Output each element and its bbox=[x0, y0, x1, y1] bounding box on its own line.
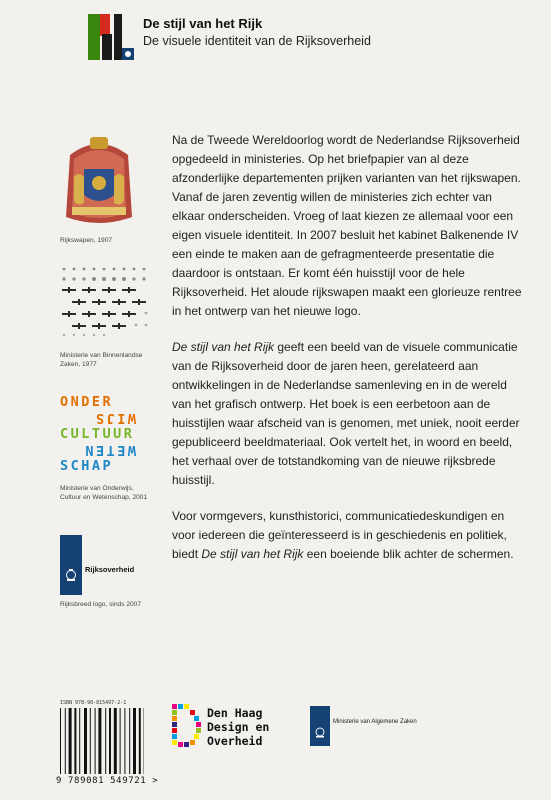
book-subtitle: De visuele identiteit van de Rijksoverheid bbox=[143, 34, 371, 48]
rijksoverheid-logo bbox=[60, 535, 145, 595]
paragraph-3: Voor vormgevers, kunsthistorici, communicatiedeskundigen en voor iedereen die geïnteresseerd is in geschiedenis en politiek, biedt De stijl van het Rijk een boeiende blik achter de schermen. bbox=[172, 509, 514, 561]
nl-logo-icon bbox=[88, 14, 134, 60]
den-haag-text: Den Haag Design en Overheid bbox=[207, 706, 270, 748]
ocw-row-4: WETEN bbox=[82, 442, 136, 458]
ocw-row-1: ONDER bbox=[60, 394, 114, 410]
paragraph-1: Na de Tweede Wereldoorlog wordt de Nederlandse Rijksoverheid opgedeeld in ministeries. Op het briefpapier van al deze afzonderlijke departementen prijken varianten van het rijkswapen. Vanaf de jaren zeventig willen de ministeries zich echter van elkaar onderscheiden. Vroeg of laat kiezen ze allemaal voor een eigen visuele identiteit. In 2007 besluit het kabinet Balkenende IV een einde te maken aan de gefragmenteerde presentatie die daardoor is ontstaan. Er komt één huisstijl voor de hele Rijksoverheid. Het aloude rijkswapen maakt een glorieuze rentree in het ontwerp van het nieuwe logo. bbox=[172, 133, 522, 318]
isbn-digits: 9 789081 549721 > bbox=[56, 776, 159, 786]
barcode-icon bbox=[58, 700, 144, 780]
caption-rijks: Rijksbreed logo, sinds 2007 bbox=[60, 601, 142, 608]
caption-binnenlandse-zaken: Ministerie van Binnenlandse Zaken, 1977 bbox=[60, 352, 143, 368]
isbn-small: ISBN 978-90-815497-2-1 bbox=[60, 700, 127, 706]
binnenlandse-zaken-logo-icon bbox=[60, 265, 156, 341]
rijkswapen-crest-icon bbox=[60, 133, 138, 231]
ocw-row-3: CULTUUR bbox=[60, 426, 135, 442]
paragraph-2: De stijl van het Rijk geeft een beeld van de visuele communicatie van de Rijksoverheid door de jaren heen, gerelateerd aan ontwikkelingen in de Nederlandse samenleving en in de wereld van het grafisch ontwerp. Het boek is een eerbetoon aan de huisstijlen waar afscheid van is genomen, met uniek, nooit eerder gepubliceerd beeldmateriaal. Ook vertelt het, in woord en beeld, het verhaal over de totstandkoming van de nieuwe rijksbrede huisstijl. bbox=[172, 340, 520, 487]
main-text bbox=[172, 131, 526, 581]
book-title: De stijl van het Rijk bbox=[143, 16, 263, 31]
caption-crest: Rijkswapen, 1907 bbox=[60, 237, 113, 244]
header bbox=[143, 16, 371, 50]
algemene-zaken-label: Ministerie van Algemene Zaken bbox=[333, 719, 417, 725]
den-haag-logo-icon bbox=[172, 704, 202, 748]
ocw-logo bbox=[60, 394, 160, 474]
algemene-zaken-logo-icon bbox=[310, 706, 330, 746]
caption-ocw: Ministerie van Onderwijs, Cultuur en Wetenschap, 2001 bbox=[60, 485, 148, 501]
rijkswapen-blue-icon bbox=[60, 535, 82, 595]
rijksoverheid-label: Rijksoverheid bbox=[85, 565, 135, 574]
ocw-row-2: WIJS bbox=[93, 410, 136, 426]
ocw-row-5: SCHAP bbox=[60, 458, 114, 474]
